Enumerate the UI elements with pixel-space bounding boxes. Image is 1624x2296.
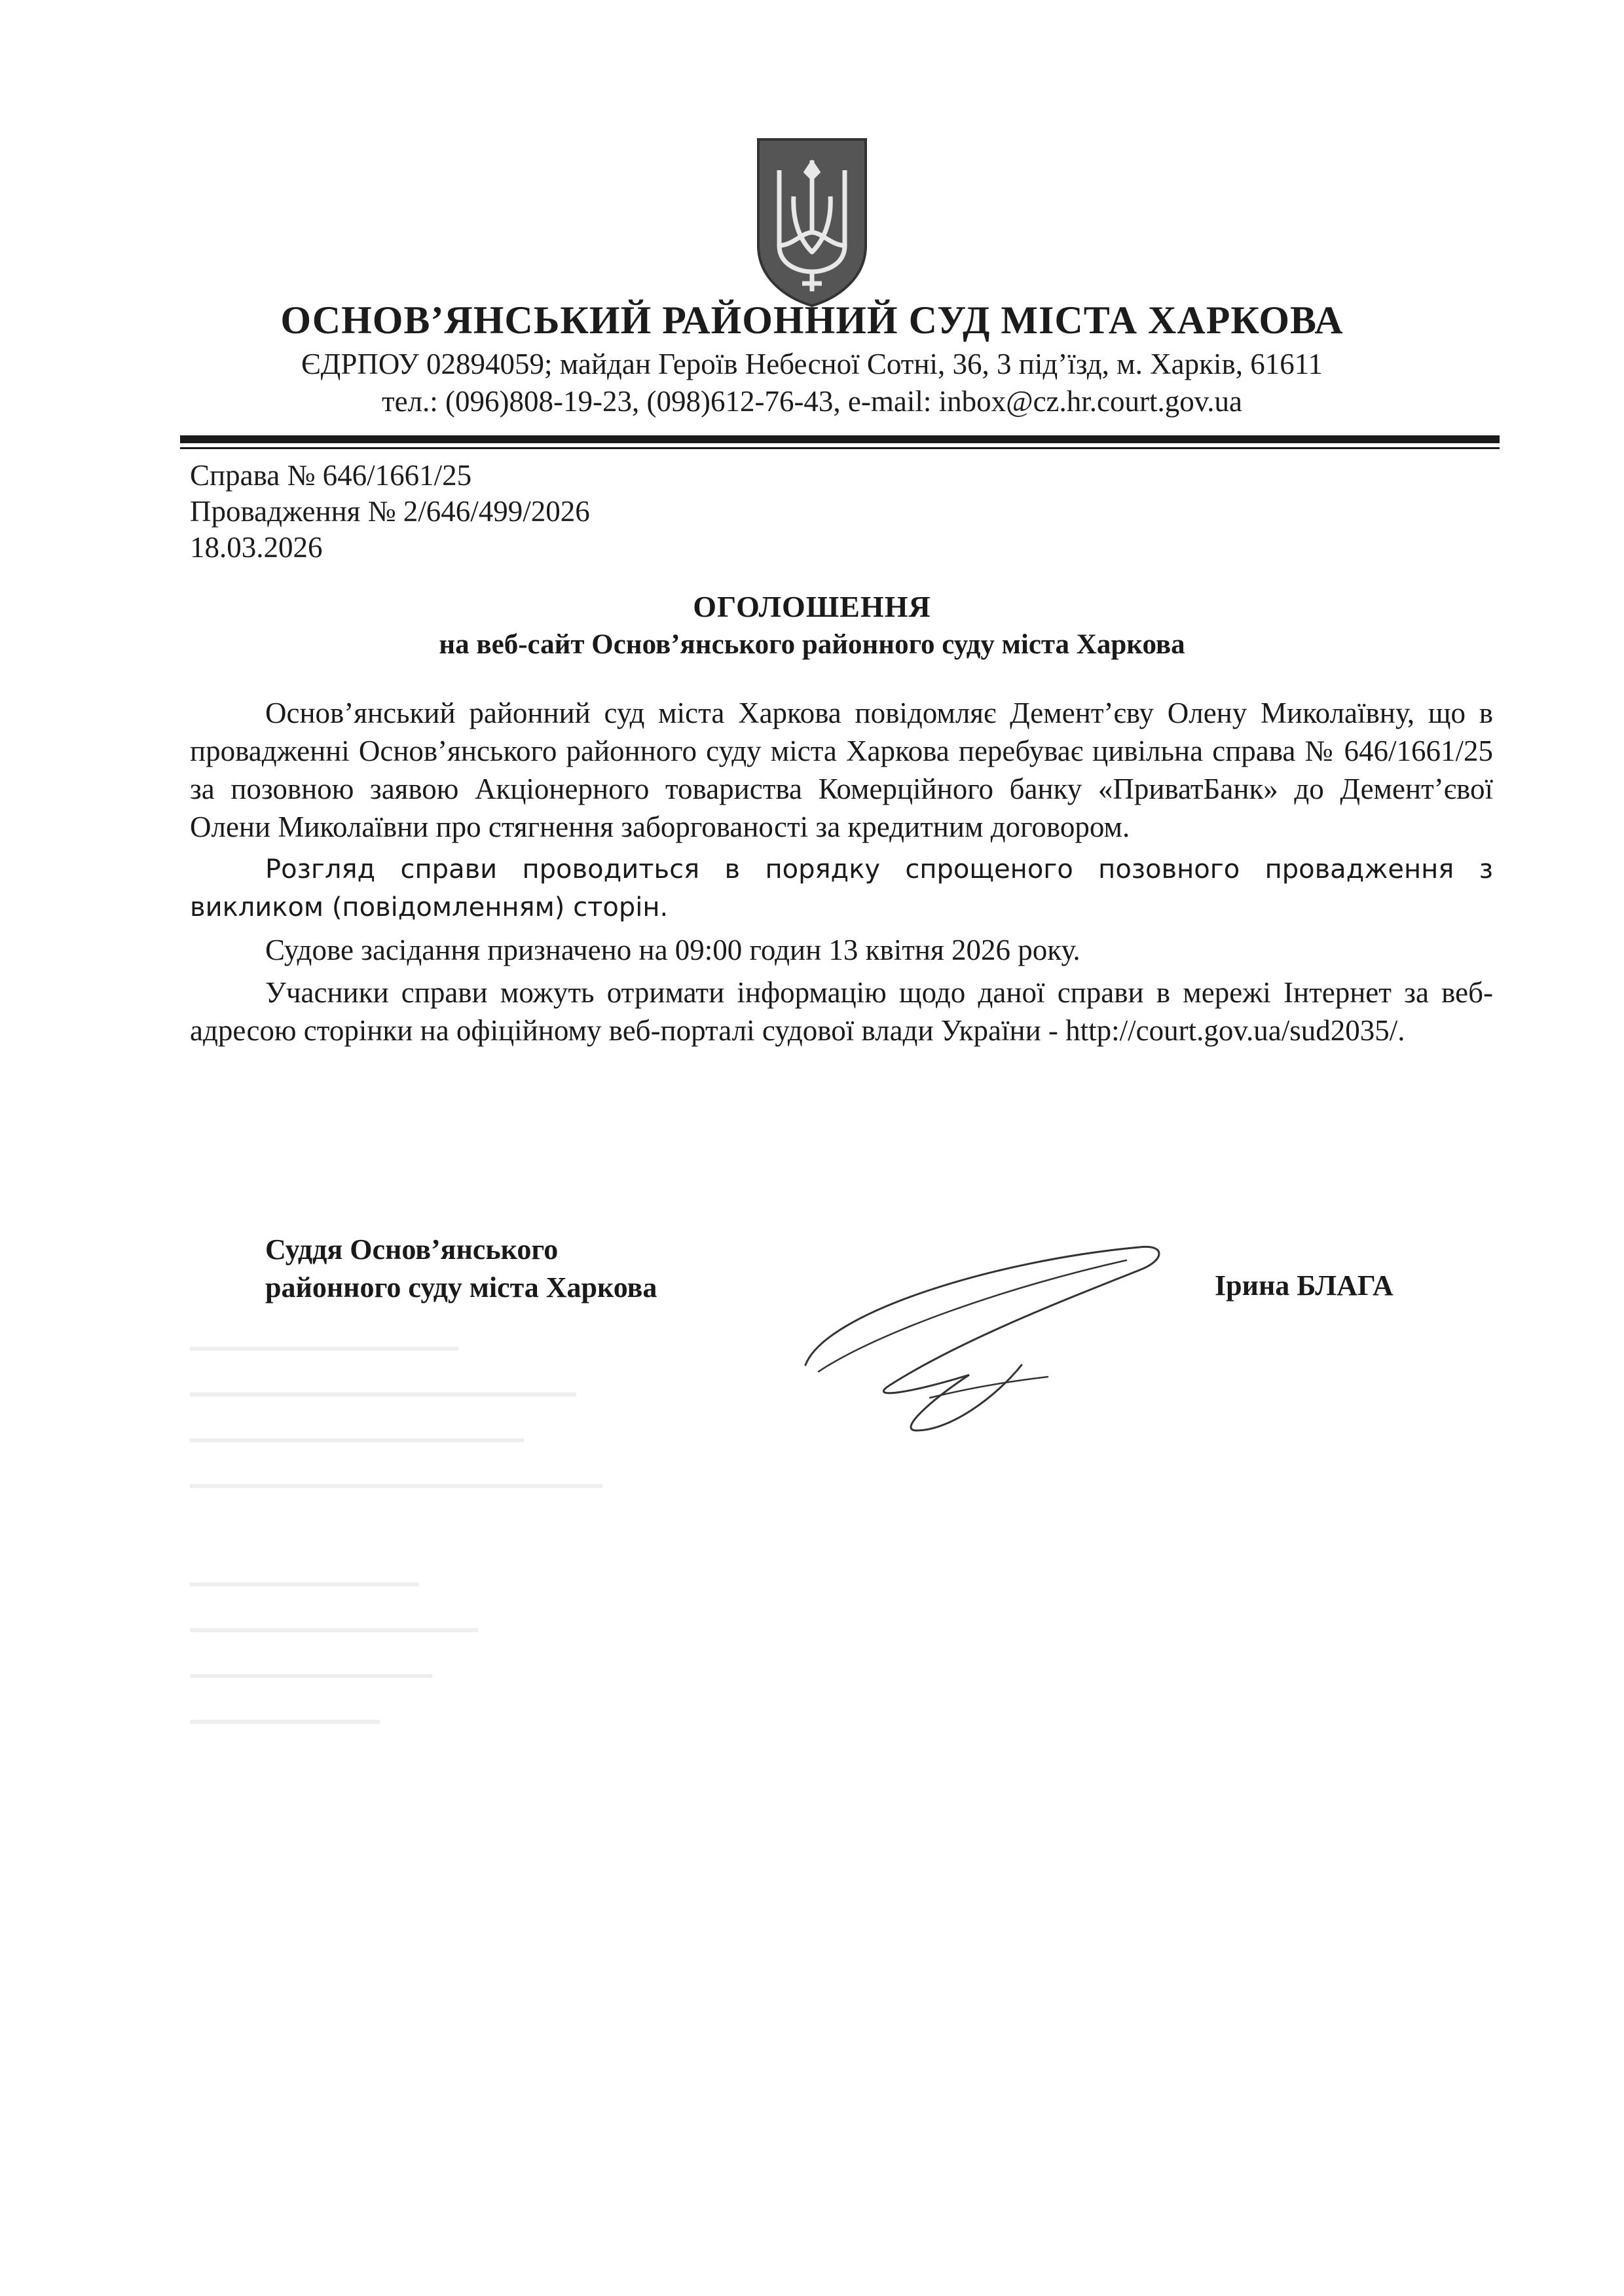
court-contacts: тел.: (096)808-19-23, (098)612-76-43, e-mail: inbox@cz.hr.court.gov.ua [381,385,1243,418]
court-address: ЄДРПОУ 02894059; майдан Героїв Небесної Сотні, 36, 3 під’їзд, м. Харків, 61611 [301,348,1323,380]
paragraph: Судове засідання призначено на 09:00 годин 13 квітня 2026 року. [265,934,1080,966]
announcement-body [190,694,1493,1054]
paragraph: Основ’янський районний суд міста Харкова повідомляє Дементʼєву Олену Миколаївну, що в провадженні Основ’янського районного суду міста Харкова перебуває цивільна справа № 646/1661/25 за позовною заявою Акціонерного товариства Комерційного банку «ПриватБанк» до Дементʼєвої Олени Миколаївни про стягнення заборгованості за кредитним договором. [190,697,1493,843]
coat-of-arms-trident-icon [753,134,871,311]
faint-bleed-through [183,1322,642,1781]
court-name: ОСНОВ’ЯНСЬКИЙ РАЙОННИЙ СУД МІСТА ХАРКОВА [280,299,1344,342]
paragraph: Розгляд справи проводиться в порядку спрощеного позовного провадження з викликом (повідомленням) сторін. [190,854,1493,922]
header-rule-thin [180,447,1500,449]
judge-name: Ірина БЛАГА [1215,1269,1393,1302]
case-number: Справа № 646/1661/25 [190,459,472,492]
signatory-title [265,1231,657,1307]
announcement-subtitle: на веб-сайт Основ’янського районного суду міста Харкова [439,629,1185,660]
handwritten-signature [799,1234,1166,1470]
announcement-title: ОГОЛОШЕННЯ [693,590,931,623]
paragraph: Учасники справи можуть отримати інформацію щодо даної справи в мережі Інтернет за веб-адресою сторінки на офіційному веб-порталі судової влади України - http://court.gov.ua/sud2035/. [190,976,1493,1047]
proceeding-number: Провадження № 2/646/499/2026 [190,495,590,528]
header-rule-thick [180,435,1500,443]
document-date: 18.03.2026 [190,531,323,564]
signatory-title-line: Суддя Основ’янського [265,1233,559,1266]
signatory-title-line: районного суду міста Харкова [265,1271,657,1303]
